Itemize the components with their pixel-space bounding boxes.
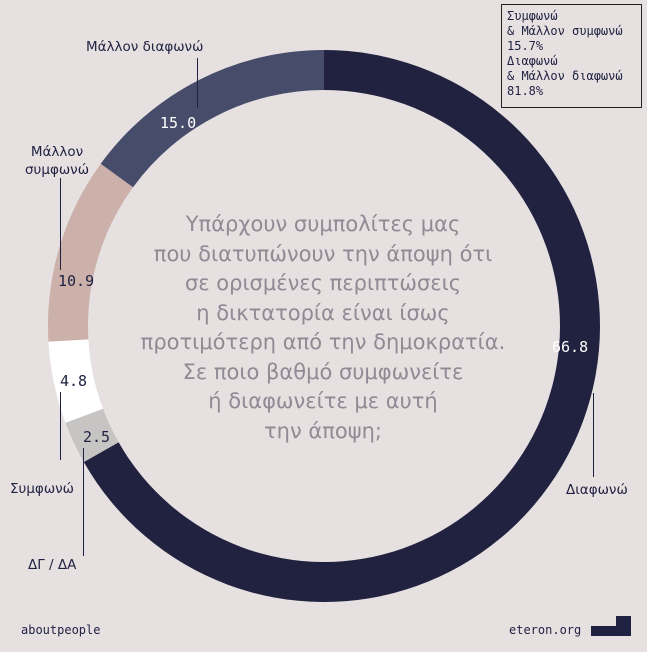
label-dg-da: ΔΓ / ΔΑ [28,557,77,573]
footer-site: eteron.org [509,623,582,637]
eteron-logo-icon [591,616,631,636]
leader-line [593,393,594,477]
value-mallon-symfono: 10.9 [58,272,95,290]
label-mallon-symfono: Μάλλον συμφωνώ [24,144,89,178]
legend-disagree-label: Διαφωνώ & Μάλλον διαφωνώ [507,54,623,83]
donut-slice [101,50,324,187]
value-mallon-diafono: 15.0 [160,114,197,132]
value-symfono: 4.8 [60,372,88,390]
leader-line [83,448,84,556]
leader-line [60,392,61,460]
question-text: Υπάρχουν συμπολίτες μας που διατυπώνουν την άποψη ότι σε ορισμένες περιπτώσεις η δικτατορία είναι ίσως προτιμότερη από την δημοκρατία. Σε ποιο βαθμό συμφωνείτε ή διαφωνείτε με αυτή την άποψη; [140,212,506,443]
value-dg-da: 2.5 [83,428,111,446]
legend-agree-value: 15.7% [507,39,544,53]
legend-agree-label: Συμφωνώ & Μάλλον συμφωνώ [507,9,623,38]
footer-brand: aboutpeople [21,623,101,637]
label-mallon-diafono: Μάλλον διαφωνώ [86,39,204,55]
leader-line [60,178,61,270]
value-diafono: 66.8 [552,338,589,356]
label-diafono: Διαφωνώ [566,482,628,498]
leader-line [197,58,198,108]
legend-disagree-value: 81.8% [507,84,544,98]
label-symfono: Συμφωνώ [10,481,74,497]
legend-box [501,4,642,108]
